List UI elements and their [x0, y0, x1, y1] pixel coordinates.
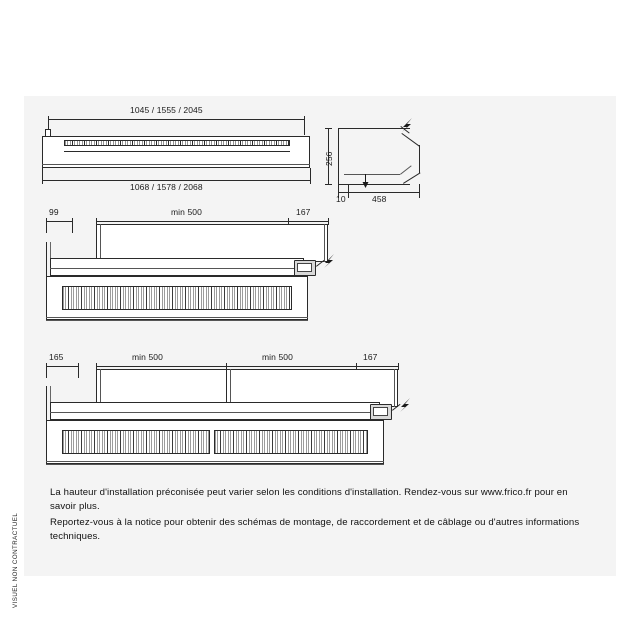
profile-left — [338, 128, 339, 184]
dim-line-left-99 — [46, 221, 72, 222]
control-unit-display — [297, 263, 312, 272]
heat-exchanger-coil-left — [62, 430, 210, 454]
dim-label-165: 165 — [49, 352, 64, 362]
dim-ext-depth-2 — [348, 184, 349, 198]
unit-housing-middle — [50, 258, 304, 276]
dim-ext-right — [304, 119, 305, 135]
dim-label-99: 99 — [49, 207, 59, 217]
technical-drawing-canvas — [24, 96, 616, 576]
dim-label-length-top: 1045 / 1555 / 2045 — [130, 105, 203, 115]
note-installation-height: La hauteur d'installation préconisée peut varier selon les conditions d'installation. Rendez-vous sur www.frico.fr pour en savoir plus. — [50, 487, 568, 512]
dim-line-167 — [288, 221, 328, 222]
dim-tick-right-2 — [310, 177, 311, 184]
dim-label-depth-large: 458 — [372, 194, 387, 204]
dim-tick-left-2 — [42, 177, 43, 184]
profile-inner-slant — [400, 165, 412, 174]
note-manual-reference-line1: Reportez-vous à la notice pour obtenir des schémas de montage, de raccordement et de câblage ou d'autres informations — [50, 517, 580, 528]
dim-ext-99-b — [72, 221, 73, 233]
dim-label-depth-small: 10 — [336, 194, 346, 204]
dim-tick-height-bottom — [325, 184, 332, 185]
dim-label-min500-b: min 500 — [262, 352, 293, 362]
dim-line-min500-a — [96, 366, 226, 367]
dim-line-min500 — [96, 221, 288, 222]
profile-slant-lower — [403, 172, 420, 183]
heat-exchanger-coil-middle — [62, 286, 292, 310]
dim-line-top — [48, 119, 304, 120]
profile-slant-upper — [401, 133, 419, 147]
dim-tick-167b-right — [398, 363, 399, 370]
dim-tick-height-top — [325, 128, 332, 129]
dim-ext-depth-3 — [419, 184, 420, 198]
unit-housing-bottom — [50, 402, 380, 420]
discharge-edge — [42, 164, 310, 165]
floor-line-bottom — [46, 464, 384, 465]
floor-line-middle — [46, 320, 308, 321]
unit-lower-edge-bottom — [46, 461, 384, 462]
dim-label-length-bottom: 1068 / 1578 / 2068 — [130, 182, 203, 192]
dim-label-167-bottom: 167 — [363, 352, 378, 362]
dim-line-min500-b — [226, 366, 356, 367]
airflow-arrow-down — [361, 174, 370, 188]
dim-line-167-bottom — [356, 366, 398, 367]
dim-line-bottom — [42, 180, 310, 181]
dim-line-165 — [46, 366, 78, 367]
unit-inner-line — [64, 151, 290, 152]
heat-exchanger-coil-right — [214, 430, 368, 454]
dim-line-depth-large — [348, 192, 419, 193]
dim-label-167: 167 — [296, 207, 311, 217]
installation-frame — [96, 224, 328, 262]
dim-tick-167-right — [328, 218, 329, 225]
mounting-bracket — [45, 129, 51, 137]
frame-inner-left — [100, 224, 101, 262]
unit-housing-middle-split — [50, 268, 304, 269]
dim-label-min500-a: min 500 — [132, 352, 163, 362]
dim-ext-165-a — [46, 366, 47, 378]
intake-grille-top — [64, 140, 290, 146]
dim-label-height: 256 — [324, 151, 334, 166]
unit-lower-edge-middle — [46, 317, 308, 318]
dim-ext-99-a — [46, 221, 47, 233]
unit-housing-bottom-split — [50, 412, 380, 413]
frame-inner-right-bottom — [394, 369, 395, 407]
profile-inner-line — [344, 174, 400, 175]
dim-label-min500: min 500 — [171, 207, 202, 217]
profile-right — [419, 145, 420, 173]
note-manual-reference-line2: techniques. — [50, 531, 101, 542]
dim-ext-165-b — [78, 366, 79, 378]
dim-line-depth-small — [338, 192, 348, 193]
disclaimer-vertical-text: VISUEL NON CONTRACTUEL — [12, 512, 19, 608]
control-unit-display-bottom — [373, 407, 388, 416]
